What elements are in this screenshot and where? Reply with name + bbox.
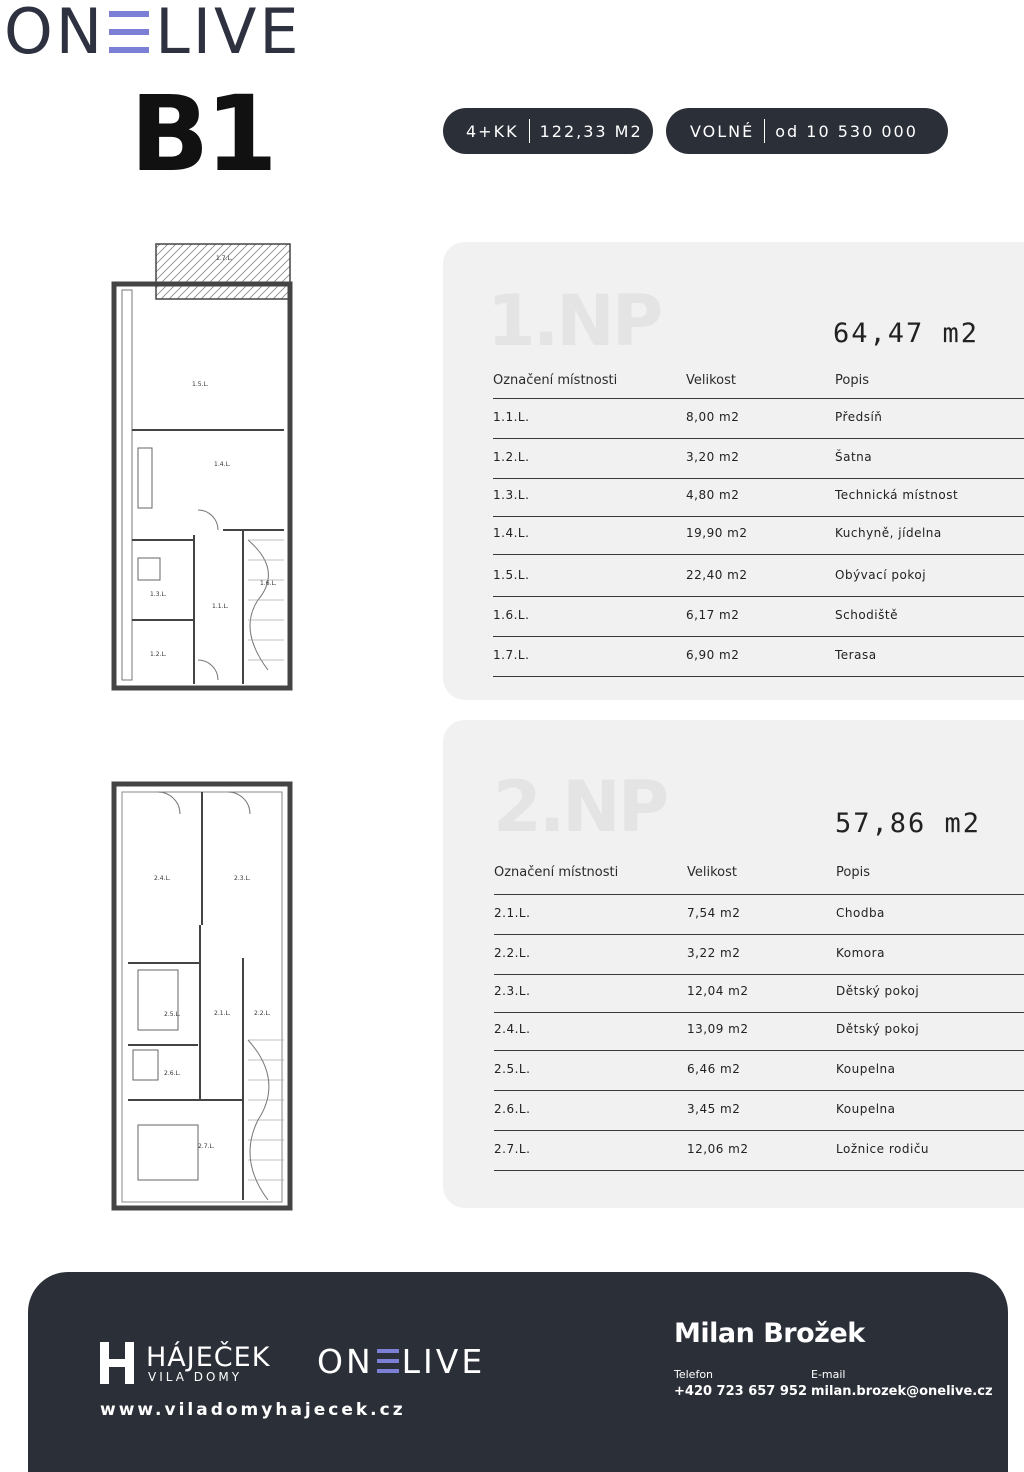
- room-size: 3,20 m2: [686, 450, 740, 464]
- price-text: od 10 530 000: [775, 121, 918, 141]
- room-size: 12,06 m2: [687, 1142, 749, 1156]
- room-id: 1.5.L.: [493, 568, 530, 582]
- floor-panel-2np: [443, 720, 1024, 1208]
- table-row: [494, 1130, 1024, 1171]
- plan-label-2-4: 2.4.L.: [154, 875, 171, 882]
- table-row: [494, 1050, 1024, 1091]
- table-row: [493, 596, 1024, 637]
- plan-label-1-3: 1.3.L.: [150, 591, 167, 598]
- onelive-logo: [4, 0, 302, 68]
- room-id: 2.2.L.: [494, 946, 531, 960]
- floor-panel-1np: [443, 242, 1024, 700]
- room-desc: Obývací pokoj: [835, 568, 927, 582]
- unit-title: B1: [130, 73, 274, 195]
- room-size: 12,04 m2: [687, 984, 749, 998]
- room-size: 22,40 m2: [686, 568, 748, 582]
- plan-label-1-2: 1.2.L.: [150, 651, 167, 658]
- room-size: 3,22 m2: [687, 946, 741, 960]
- room-size: 6,17 m2: [686, 608, 740, 622]
- room-size: 3,45 m2: [687, 1102, 741, 1116]
- plan-label-1-5: 1.5.L.: [192, 381, 209, 388]
- terrace-hatch: [156, 244, 290, 299]
- room-desc: Koupelna: [836, 1062, 896, 1076]
- room-id: 2.1.L.: [494, 906, 531, 920]
- email-label: E-mail: [811, 1368, 846, 1381]
- table-row: [493, 556, 1024, 597]
- room-id: 1.3.L.: [493, 488, 530, 502]
- status-pill: [666, 108, 948, 154]
- table-row: [494, 1010, 1024, 1051]
- layout-size: 122,33 M2: [539, 121, 643, 141]
- room-id: 2.7.L.: [494, 1142, 531, 1156]
- layout-pill: [443, 108, 653, 154]
- room-size: 4,80 m2: [686, 488, 740, 502]
- table-row: [493, 476, 1024, 517]
- table-row: [494, 1090, 1024, 1131]
- email-address[interactable]: milan.brozek@onelive.cz: [811, 1384, 993, 1399]
- room-desc: Dětský pokoj: [836, 984, 920, 998]
- plan-label-1-4: 1.4.L.: [214, 461, 231, 468]
- table-row: [494, 934, 1024, 975]
- room-id: 2.5.L.: [494, 1062, 531, 1076]
- plan-label-2-6: 2.6.L.: [164, 1070, 181, 1077]
- table-row: [493, 398, 1024, 439]
- floor-label: 1.NP: [487, 280, 661, 362]
- plan-label-2-2: 2.2.L.: [254, 1010, 271, 1017]
- plan-label-2-7: 2.7.L.: [198, 1143, 215, 1150]
- room-desc: Koupelna: [836, 1102, 896, 1116]
- room-size: 13,09 m2: [687, 1022, 749, 1036]
- room-size: 19,90 m2: [686, 526, 748, 540]
- room-desc: Terasa: [835, 648, 877, 662]
- table-row: [494, 894, 1024, 935]
- table-row: [493, 514, 1024, 555]
- room-id: 1.2.L.: [493, 450, 530, 464]
- room-id: 2.6.L.: [494, 1102, 531, 1116]
- plan-label-1-6: 1.6.L.: [260, 580, 277, 587]
- header-size: Velikost: [686, 373, 736, 388]
- room-desc: Předsíň: [835, 410, 883, 424]
- pill-separator: [529, 119, 530, 143]
- header-desc: Popis: [836, 865, 870, 880]
- room-desc: Chodba: [836, 906, 885, 920]
- footer-onelive-logo: [317, 1342, 485, 1381]
- room-id: 1.6.L.: [493, 608, 530, 622]
- agent-name: Milan Brožek: [674, 1318, 865, 1349]
- logo-left-text: ON: [4, 0, 106, 68]
- floor-area: 57,86 m2: [835, 808, 982, 839]
- room-id: 2.3.L.: [494, 984, 531, 998]
- footer-logo-right: LIVE: [401, 1342, 486, 1381]
- phone-label: Telefon: [674, 1368, 714, 1381]
- room-size: 6,90 m2: [686, 648, 740, 662]
- footer-logo-e-mark: [377, 1347, 399, 1375]
- floor-area: 64,47 m2: [833, 318, 980, 349]
- side-wall: [122, 290, 132, 680]
- room-desc: Kuchyně, jídelna: [835, 526, 942, 540]
- hajecek-subtitle: VILA DOMY: [148, 1370, 243, 1384]
- room-size: 7,54 m2: [687, 906, 741, 920]
- table-row: [493, 636, 1024, 677]
- room-id: 1.4.L.: [493, 526, 530, 540]
- room-id: 2.4.L.: [494, 1022, 531, 1036]
- room-desc: Technická místnost: [835, 488, 959, 502]
- logo-e-mark: [109, 7, 149, 57]
- table-row: [494, 972, 1024, 1013]
- outer-wall: [114, 284, 290, 688]
- room-size: 6,46 m2: [687, 1062, 741, 1076]
- room-id: 1.1.L.: [493, 410, 530, 424]
- room-desc: Dětský pokoj: [836, 1022, 920, 1036]
- header-size: Velikost: [687, 865, 737, 880]
- floor-label: 2.NP: [493, 766, 667, 848]
- footer-logo-left: ON: [317, 1342, 374, 1381]
- plan-label-1-7: 1.7.L.: [216, 255, 233, 262]
- table-row: [493, 438, 1024, 479]
- header-room-name: Označení místnosti: [493, 373, 618, 388]
- logo-right-text: LIVE: [155, 0, 302, 68]
- room-desc: Šatna: [835, 450, 873, 464]
- header-desc: Popis: [835, 373, 869, 388]
- hajecek-title: HÁJEČEK: [146, 1342, 271, 1373]
- header-room-name: Označení místnosti: [494, 865, 619, 880]
- room-desc: Ložnice rodiču: [836, 1142, 930, 1156]
- floor-plan-2np: [108, 780, 298, 1214]
- floor-plan-1np: [108, 240, 298, 692]
- plan-label-2-5: 2.5.L.: [164, 1011, 181, 1018]
- room-desc: Schodiště: [835, 608, 898, 622]
- status-text: VOLNÉ: [690, 121, 755, 141]
- pill-separator: [764, 119, 765, 143]
- room-id: 1.7.L.: [493, 648, 530, 662]
- plan-label-1-1: 1.1.L.: [212, 603, 229, 610]
- hajecek-h-icon: [100, 1342, 134, 1384]
- phone-number[interactable]: +420 723 657 952: [674, 1384, 808, 1399]
- website-link[interactable]: www.viladomyhajecek.cz: [100, 1400, 406, 1420]
- room-size: 8,00 m2: [686, 410, 740, 424]
- hajecek-logo: [100, 1342, 271, 1388]
- plan-label-2-3: 2.3.L.: [234, 875, 251, 882]
- footer: [28, 1272, 1008, 1472]
- room-desc: Komora: [836, 946, 885, 960]
- layout-type: 4+KK: [466, 121, 519, 141]
- plan-label-2-1: 2.1.L.: [214, 1010, 231, 1017]
